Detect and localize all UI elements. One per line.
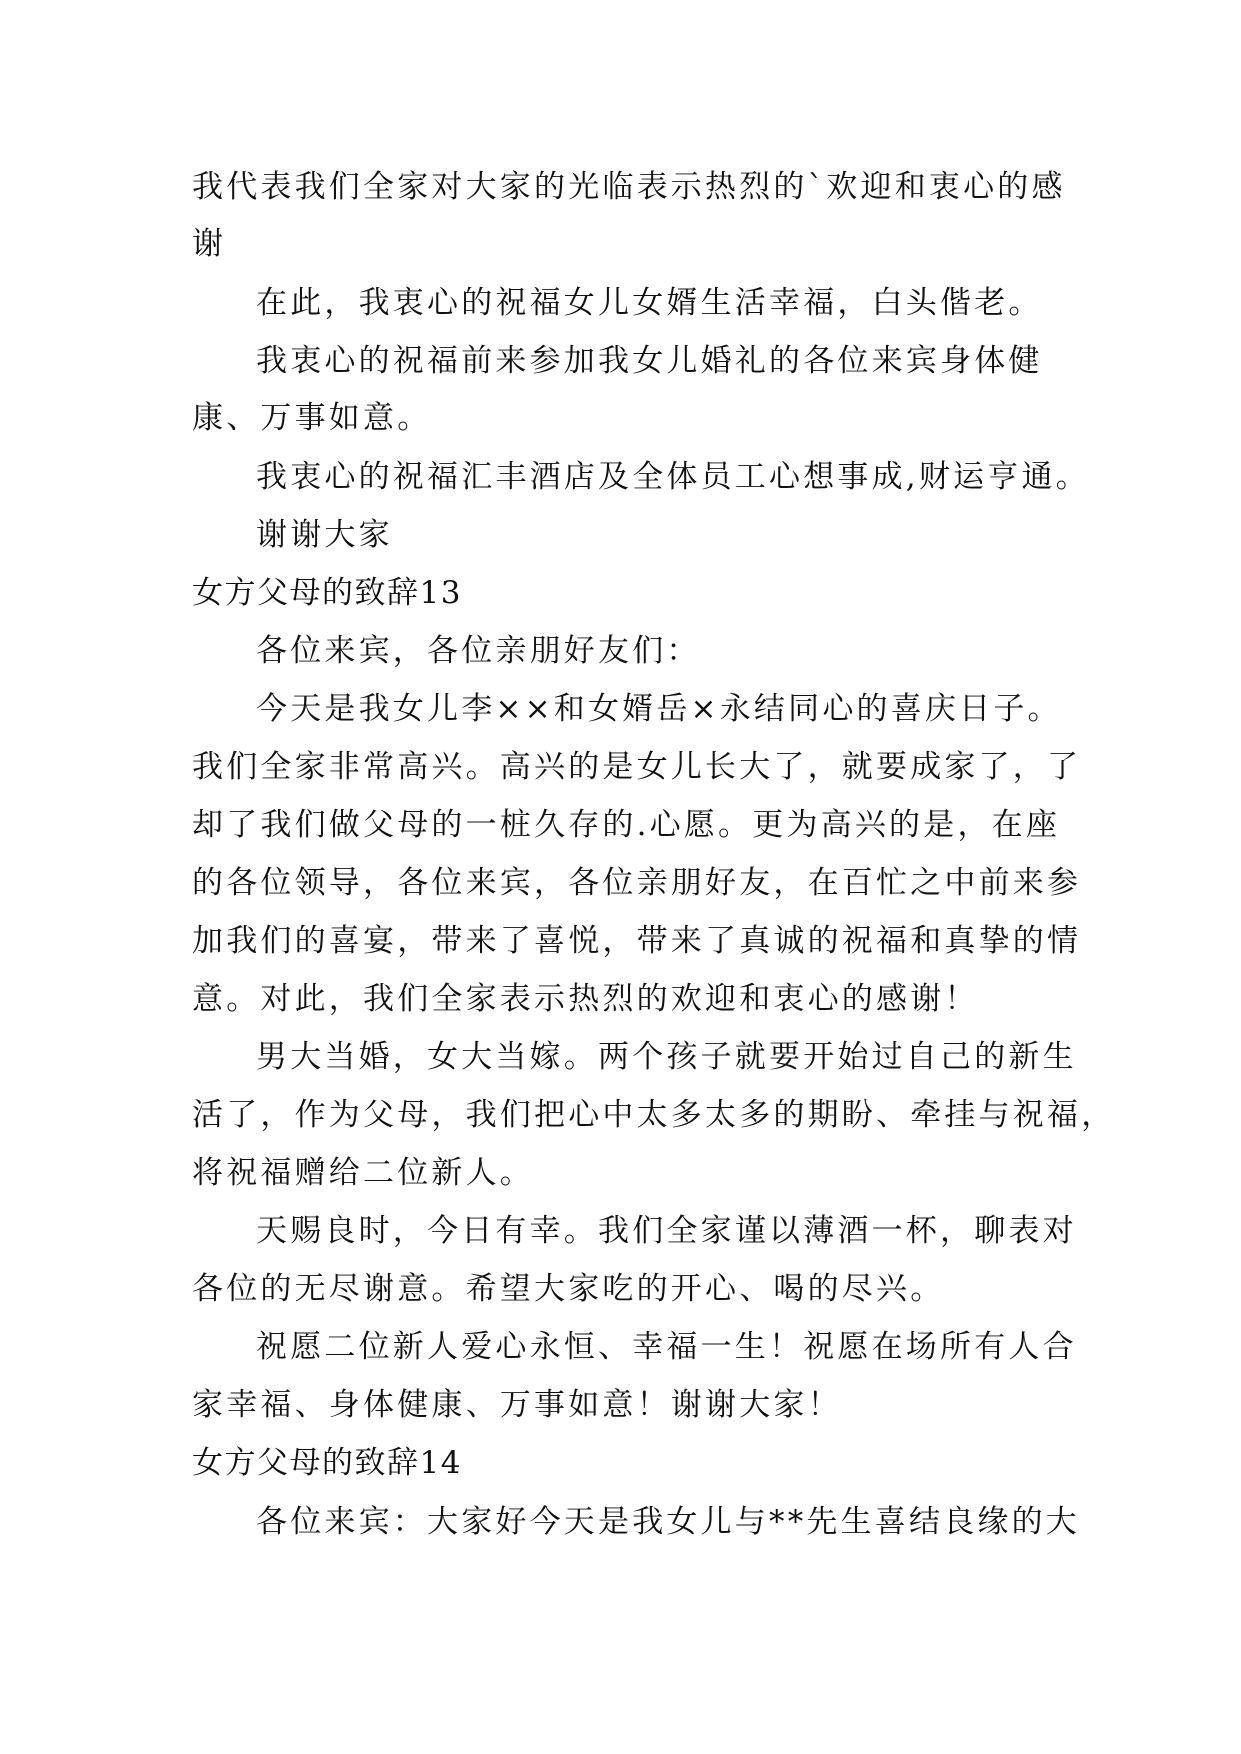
text-line: 谢谢大家 bbox=[256, 517, 393, 553]
section-heading: 女方父母的致辞13 bbox=[192, 575, 462, 611]
section-heading: 女方父母的致辞14 bbox=[192, 1445, 462, 1481]
text-line: 将祝福赠给二位新人。 bbox=[192, 1155, 534, 1191]
text-line: 的各位领导，各位来宾，各位亲朋好友，在百忙之中前来参 bbox=[192, 865, 1082, 901]
text-line: 我们全家非常高兴。高兴的是女儿长大了，就要成家了，了 bbox=[192, 749, 1082, 785]
text-line: 活了，作为父母，我们把心中太多太多的期盼、牵挂与祝福， bbox=[192, 1097, 1116, 1133]
text-line: 在此，我衷心的祝福女儿女婿生活幸福，白头偕老。 bbox=[256, 285, 1043, 321]
text-line: 康、万事如意。 bbox=[192, 400, 432, 436]
text-line: 我衷心的祝福汇丰酒店及全体员工心想事成,财运亨通。 bbox=[256, 459, 1090, 495]
text-line: 各位来宾，各位亲朋好友们： bbox=[256, 633, 701, 669]
text-line: 意。对此，我们全家表示热烈的欢迎和衷心的感谢！ bbox=[192, 981, 979, 1017]
text-line: 我代表我们全家对大家的光临表示热烈的`欢迎和衷心的感 bbox=[192, 169, 1066, 205]
text-line: 各位的无尽谢意。希望大家吃的开心、喝的尽兴。 bbox=[192, 1271, 945, 1307]
text-line: 加我们的喜宴，带来了喜悦，带来了真诚的祝福和真挚的情 bbox=[192, 923, 1082, 959]
text-line: 谢 bbox=[192, 226, 227, 262]
text-line: 天赐良时，今日有幸。我们全家谨以薄酒一杯，聊表对 bbox=[256, 1213, 1077, 1249]
text-line: 今天是我女儿李××和女婿岳×永结同心的喜庆日子。 bbox=[256, 691, 1062, 727]
text-line: 祝愿二位新人爱心永恒、幸福一生！祝愿在场所有人合 bbox=[256, 1329, 1077, 1365]
text-line: 家幸福、身体健康、万事如意！谢谢大家！ bbox=[192, 1387, 842, 1423]
text-line: 我衷心的祝福前来参加我女儿婚礼的各位来宾身体健 bbox=[256, 343, 1043, 379]
text-line: 男大当婚，女大当嫁。两个孩子就要开始过自己的新生 bbox=[256, 1039, 1077, 1075]
text-line: 却了我们做父母的一桩久存的.心愿。更为高兴的是，在座 bbox=[192, 807, 1061, 843]
text-line: 各位来宾：大家好今天是我女儿与**先生喜结良缘的大 bbox=[256, 1504, 1080, 1540]
